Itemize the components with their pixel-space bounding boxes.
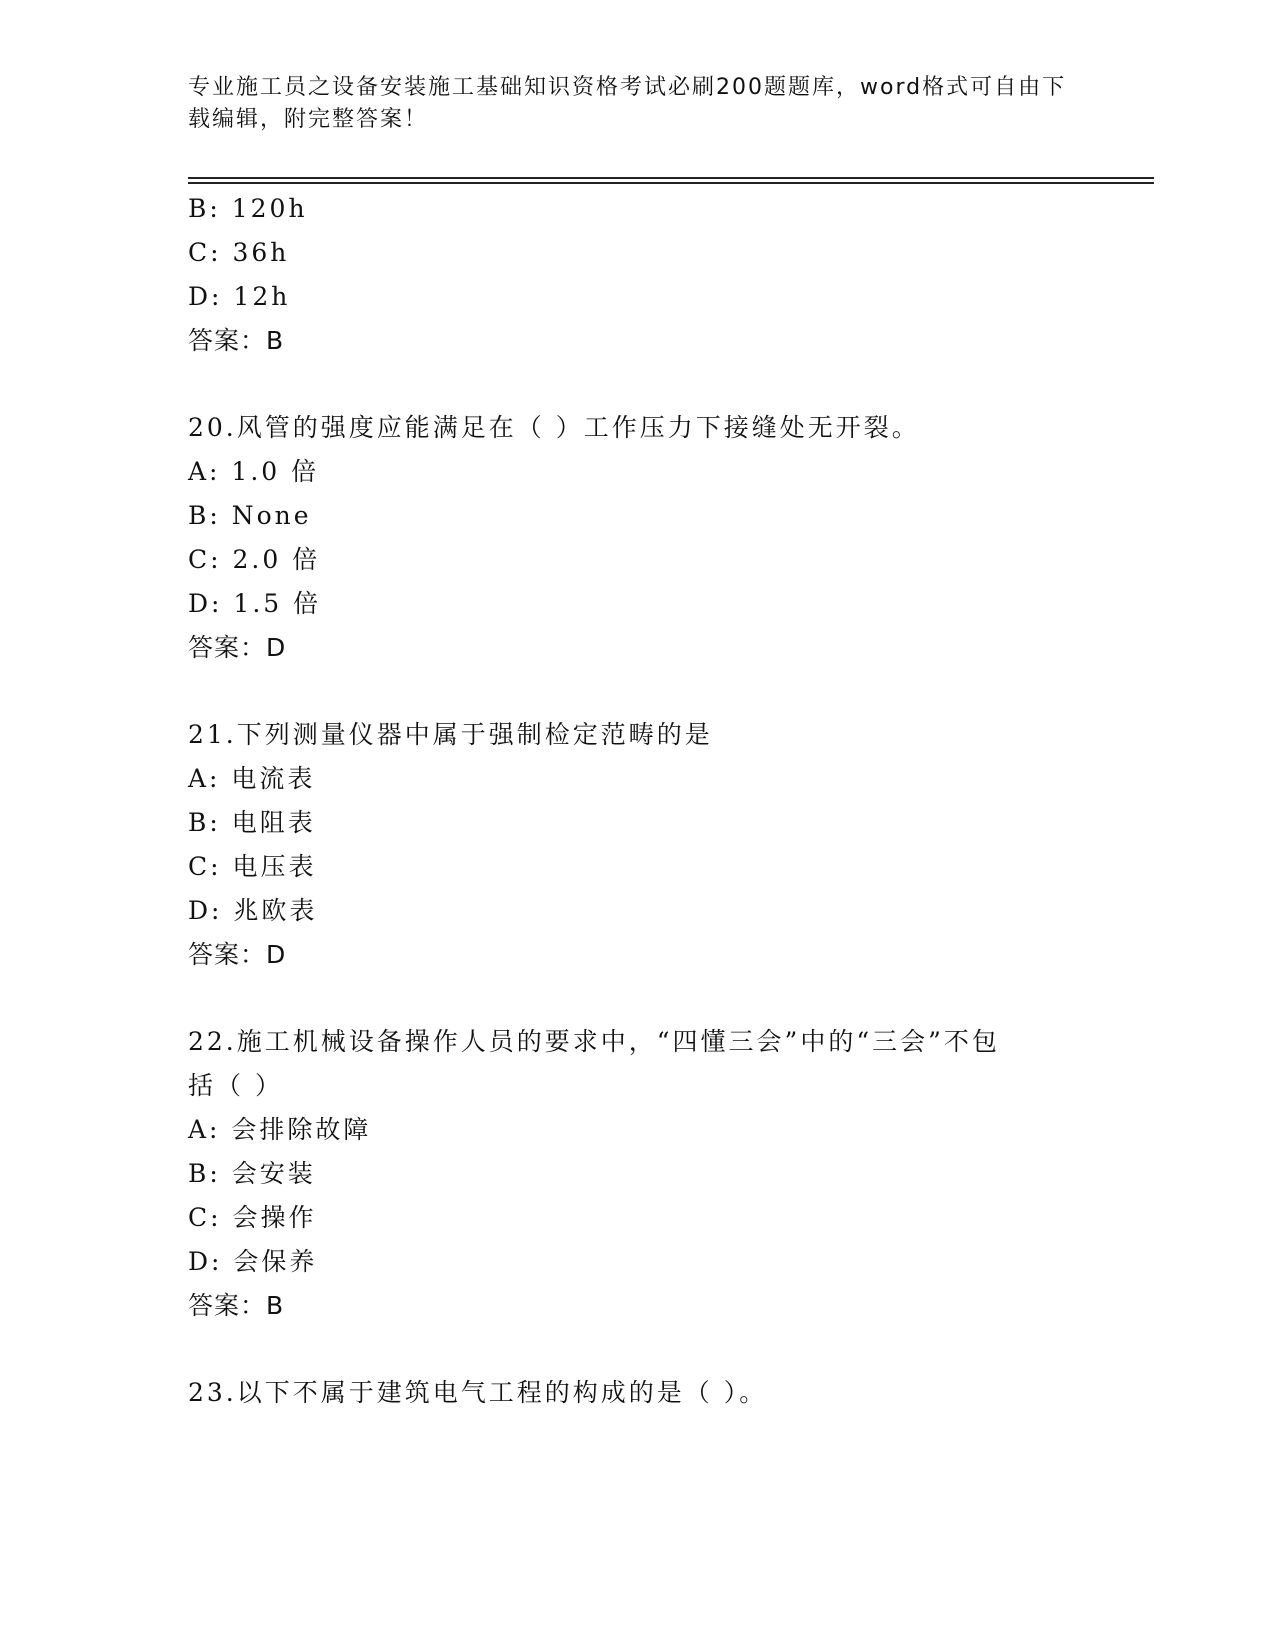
- answer: 答案：D: [188, 633, 287, 662]
- question-stem: 21.下列测量仪器中属于强制检定范畴的是: [188, 720, 713, 749]
- answer: 答案：B: [188, 326, 285, 355]
- option-a: A: 电流表: [188, 764, 316, 793]
- question-stem: 22.施工机械设备操作人员的要求中，“四懂三会”中的“三会”不包: [188, 1027, 1000, 1056]
- answer: 答案：B: [188, 1291, 285, 1320]
- question-stem-continued: 括（ ）: [188, 1071, 283, 1100]
- header-rule-top: [188, 177, 1154, 179]
- answer: 答案：D: [188, 940, 287, 969]
- option-d: D: 会保养: [188, 1247, 318, 1276]
- option-c: C: 36h: [188, 238, 290, 267]
- option-b: B: 会安装: [188, 1159, 316, 1188]
- option-b: B: None: [188, 501, 312, 530]
- option-c: C: 2.0 倍: [188, 545, 321, 574]
- option-a: A: 1.0 倍: [188, 457, 320, 486]
- option-d: D: 兆欧表: [188, 896, 318, 925]
- option-d: D: 12h: [188, 282, 291, 311]
- header-rule-bottom: [188, 182, 1154, 184]
- option-d: D: 1.5 倍: [188, 589, 322, 618]
- option-c: C: 会操作: [188, 1203, 317, 1232]
- document-header: 专业施工员之设备安装施工基础知识资格考试必刷200题题库，word格式可自由下载编辑，附完整答案！: [188, 75, 1067, 132]
- option-a: A: 会排除故障: [188, 1115, 372, 1144]
- option-b: B: 120h: [188, 194, 308, 223]
- question-stem: 23.以下不属于建筑电气工程的构成的是（ ）。: [188, 1378, 768, 1407]
- option-c: C: 电压表: [188, 852, 317, 881]
- question-stem: 20.风管的强度应能满足在（ ）工作压力下接缝处无开裂。: [188, 413, 920, 442]
- option-b: B: 电阻表: [188, 808, 316, 837]
